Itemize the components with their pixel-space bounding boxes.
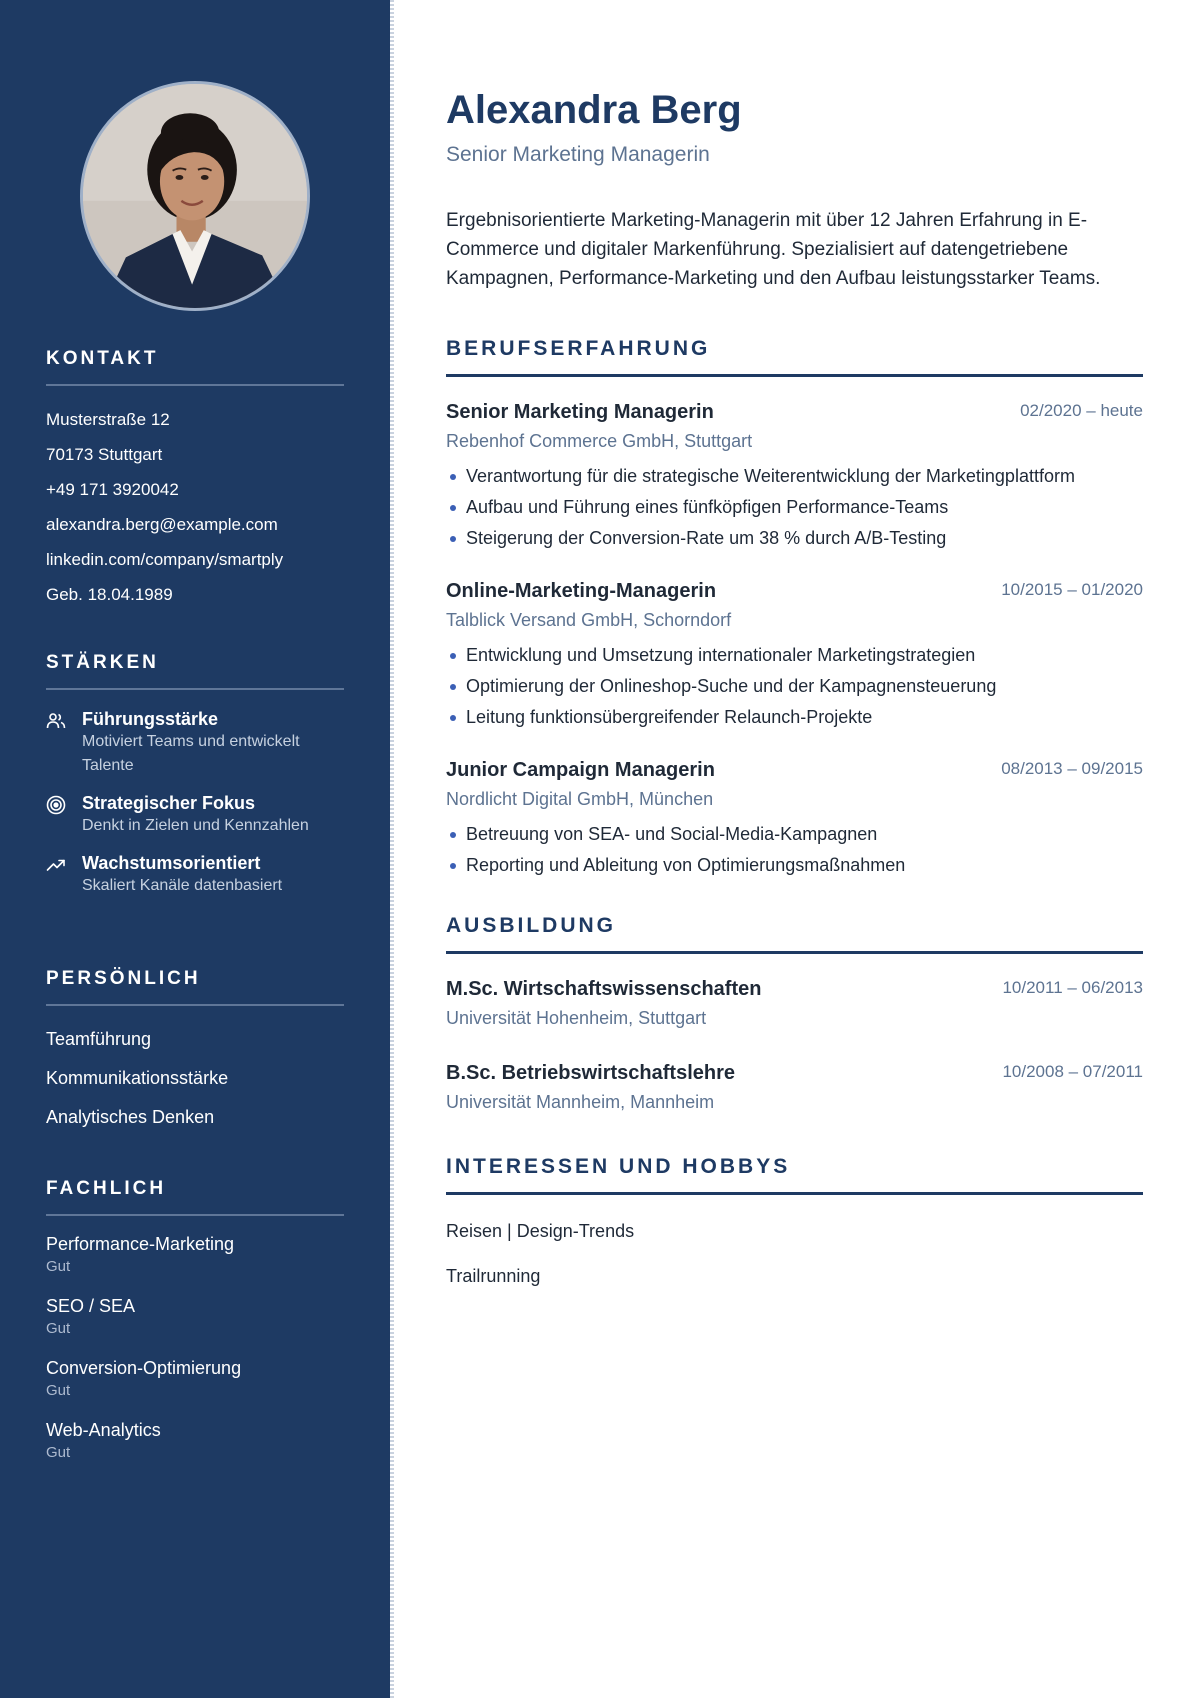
- bullet-item: Betreuung von SEA- und Social-Media-Kampagnen: [446, 819, 1143, 850]
- job-bullets: [446, 640, 1143, 733]
- skill-item: [46, 1294, 344, 1340]
- interest-item: Trailrunning: [446, 1266, 541, 1286]
- bullet-item: Steigerung der Conversion-Rate um 38 % durch A/B-Testing: [446, 523, 1143, 554]
- strength-item: [46, 852, 344, 898]
- skill-level: Gut: [46, 1382, 71, 1399]
- job-role: Senior Marketing Managerin: [446, 143, 710, 166]
- job-entry: [446, 580, 1143, 733]
- personal-item: Teamführung: [46, 1029, 152, 1049]
- education-date: 10/2008 – 07/2011: [1002, 1062, 1143, 1081]
- skill-level: Gut: [46, 1258, 71, 1275]
- sidebar: [0, 0, 393, 1698]
- education-school: Universität Hohenheim, Stuttgart: [446, 1008, 707, 1028]
- bullet-item: Optimierung der Onlineshop-Suche und der Kampagnensteuerung: [446, 671, 1143, 702]
- skill-name: Conversion-Optimierung: [46, 1358, 242, 1378]
- trending-up-icon: [46, 852, 82, 898]
- job-date: 02/2020 – heute: [1020, 401, 1143, 420]
- contact-email: alexandra.berg@example.com: [46, 515, 278, 534]
- contact-heading: KONTAKT: [46, 348, 344, 386]
- personal-section: [46, 968, 344, 1137]
- job-date: 08/2013 – 09/2015: [1001, 759, 1143, 778]
- bullet-item: Aufbau und Führung eines fünfköpfigen Performance-Teams: [446, 492, 1143, 523]
- technical-heading: FACHLICH: [46, 1178, 344, 1216]
- strength-item: [46, 708, 344, 778]
- contact-birthdate: Geb. 18.04.1989: [46, 585, 173, 604]
- skill-name: SEO / SEA: [46, 1296, 136, 1316]
- contact-section: [46, 348, 344, 612]
- education-entry: [446, 978, 1143, 1030]
- strength-desc: Skaliert Kanäle datenbasiert: [82, 877, 283, 894]
- job-company: Nordlicht Digital GmbH, München: [446, 789, 714, 809]
- skill-item: [46, 1232, 344, 1278]
- job-title: Online-Marketing-Managerin: [446, 580, 717, 602]
- degree-title: M.Sc. Wirtschaftswissenschaften: [446, 978, 762, 1000]
- contact-linkedin: linkedin.com/company/smartply: [46, 550, 284, 569]
- strengths-heading: STÄRKEN: [46, 652, 344, 690]
- job-company: Rebenhof Commerce GmbH, Stuttgart: [446, 431, 753, 451]
- contact-list: [46, 402, 344, 612]
- strengths-section: [46, 652, 344, 898]
- job-entry: [446, 401, 1143, 554]
- degree-title: B.Sc. Betriebswirtschaftslehre: [446, 1062, 735, 1084]
- bullet-item: Reporting und Ableitung von Optimierungsmaßnahmen: [446, 850, 1143, 881]
- skill-name: Performance-Marketing: [46, 1234, 235, 1254]
- personal-heading: PERSÖNLICH: [46, 968, 344, 1006]
- job-date: 10/2015 – 01/2020: [1001, 580, 1143, 599]
- profile-photo-illustration: [83, 84, 307, 308]
- bullet-item: Verantwortung für die strategische Weiterentwicklung der Marketingplattform: [446, 461, 1143, 492]
- skill-name: Web-Analytics: [46, 1420, 161, 1440]
- personal-item: Kommunikationsstärke: [46, 1068, 229, 1088]
- experience-heading: BERUFSERFAHRUNG: [446, 337, 1143, 377]
- education-heading: AUSBILDUNG: [446, 914, 1143, 954]
- job-entry: [446, 759, 1143, 881]
- skill-item: [46, 1418, 344, 1464]
- target-icon: [46, 792, 82, 838]
- skill-level: Gut: [46, 1320, 71, 1337]
- personal-list: [46, 1020, 344, 1137]
- interests-heading: INTERESSEN UND HOBBYS: [446, 1155, 1143, 1195]
- bullet-item: Entwicklung und Umsetzung internationaler Marketingstrategien: [446, 640, 1143, 671]
- job-bullets: [446, 819, 1143, 881]
- full-name: Alexandra Berg: [446, 88, 742, 132]
- job-title: Junior Campaign Managerin: [446, 759, 715, 781]
- contact-city: 70173 Stuttgart: [46, 445, 163, 464]
- profile-summary: Ergebnisorientierte Marketing-Managerin mit über 12 Jahren Erfahrung in E-Commerce und digitaler Markenführung. Spezialisiert auf datengetriebene Kampagnen, Performance-Marketing und den Aufbau leistungsstarker Teams.: [446, 210, 1101, 289]
- education-school: Universität Mannheim, Mannheim: [446, 1092, 715, 1112]
- education-entry: [446, 1062, 1143, 1114]
- personal-item: Analytisches Denken: [46, 1107, 215, 1127]
- interest-item: Reisen | Design-Trends: [446, 1221, 635, 1241]
- bullet-item: Leitung funktionsübergreifender Relaunch-Projekte: [446, 702, 1143, 733]
- job-bullets: [446, 461, 1143, 554]
- technical-section: [46, 1178, 344, 1464]
- strength-desc: Motiviert Teams und entwickelt Talente: [82, 733, 300, 774]
- sidebar-divider: [390, 0, 394, 1698]
- strength-title: Führungsstärke: [82, 709, 219, 729]
- strength-title: Strategischer Fokus: [82, 793, 256, 813]
- job-title: Senior Marketing Managerin: [446, 401, 714, 423]
- education-date: 10/2011 – 06/2013: [1002, 978, 1143, 997]
- users-icon: [46, 708, 82, 778]
- skill-level: Gut: [46, 1444, 71, 1461]
- strength-item: [46, 792, 344, 838]
- strength-title: Wachstumsorientiert: [82, 853, 261, 873]
- skill-item: [46, 1356, 344, 1402]
- contact-phone: +49 171 3920042: [46, 480, 179, 499]
- strength-desc: Denkt in Zielen und Kennzahlen: [82, 817, 309, 834]
- contact-street: Musterstraße 12: [46, 410, 170, 429]
- job-company: Talblick Versand GmbH, Schorndorf: [446, 610, 732, 630]
- profile-photo: [80, 81, 310, 311]
